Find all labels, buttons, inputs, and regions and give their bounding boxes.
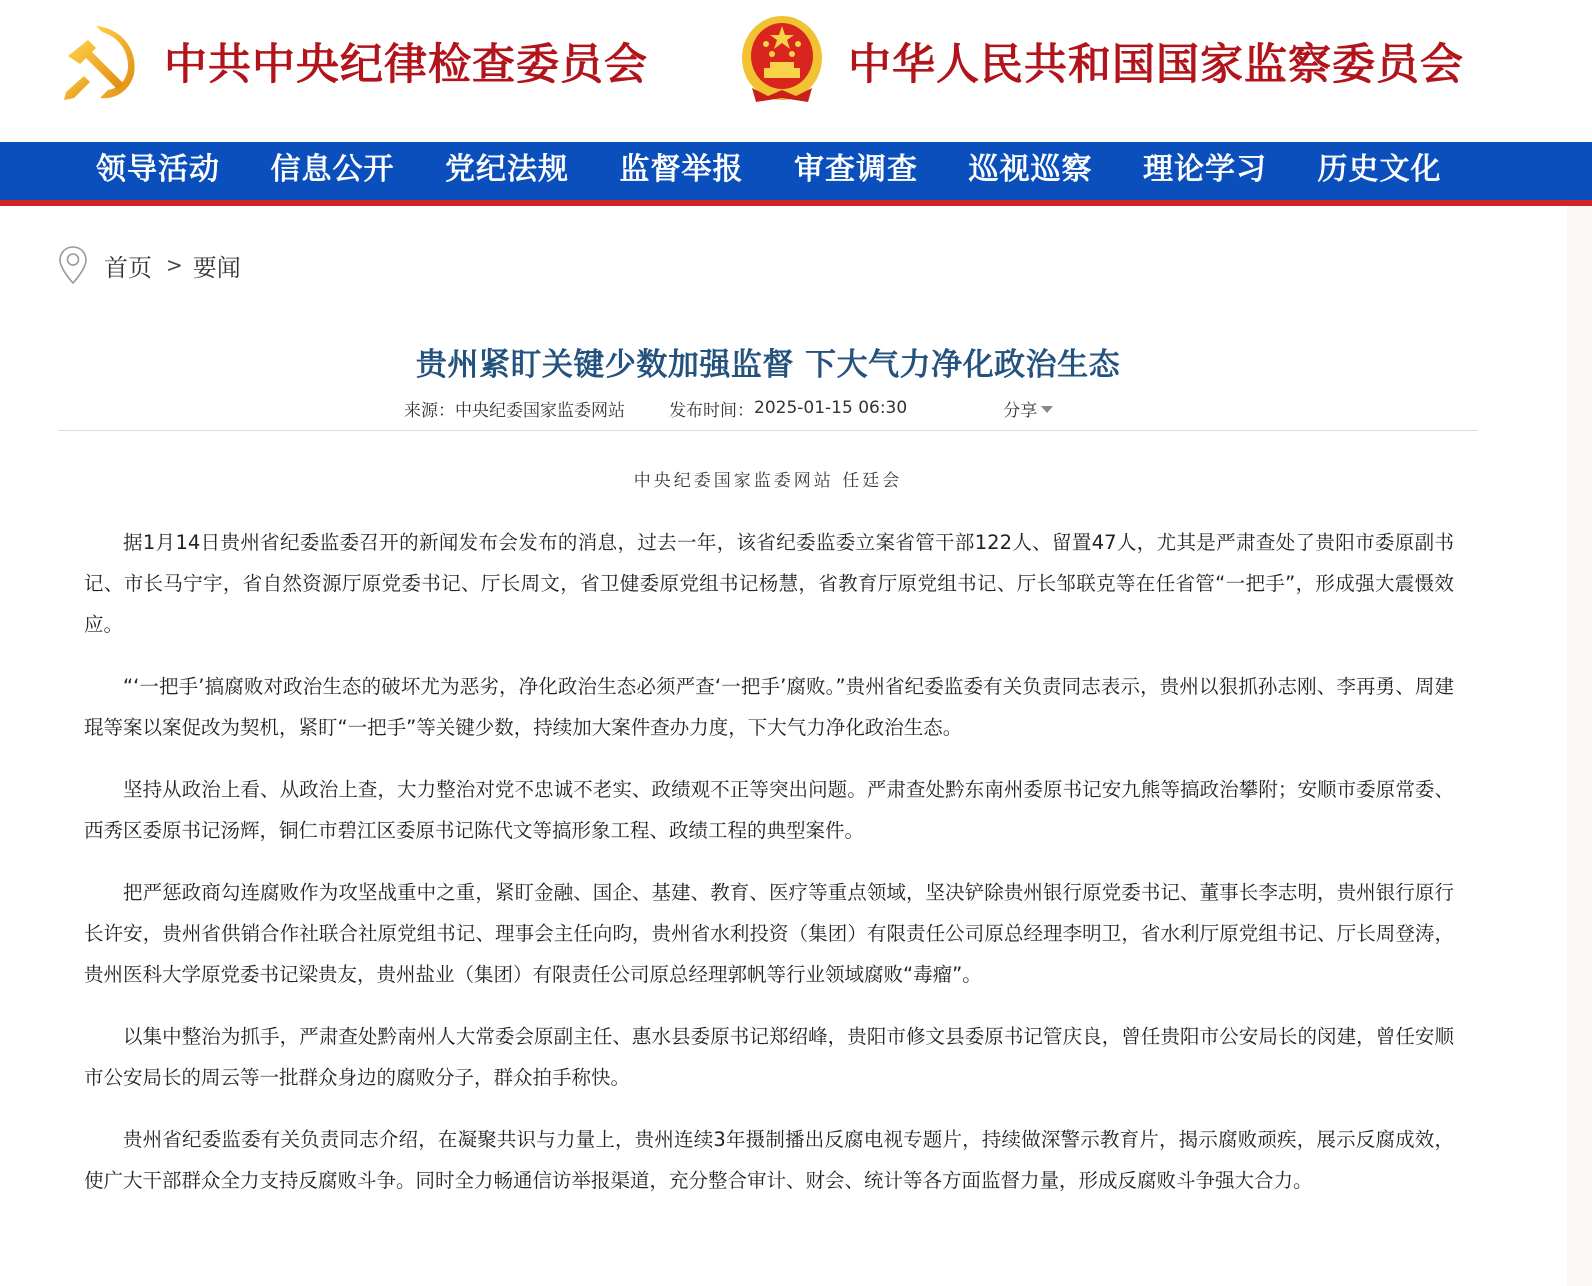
breadcrumb-news[interactable]: 要闻	[192, 253, 241, 282]
breadcrumb-separator: >	[166, 253, 183, 277]
nav-item-inspection[interactable]: 巡视巡察	[968, 152, 1093, 187]
article-paragraph: 贵州省纪委监委有关负责同志介绍，在凝聚共识与力量上，贵州连续3年摄制播出反腐电视专题片，持续做深警示教育片，揭示腐败顽疾，展示反腐成效，使广大干部群众全力支持反腐败斗争。同时全力畅通信访举报渠道，充分整合审计、财会、统计等各方面监督力量，形成反腐败斗争强大合力。	[84, 1128, 1454, 1192]
location-pin-icon	[58, 245, 88, 285]
nav-item-theory[interactable]: 理论学习	[1143, 152, 1267, 187]
ccdi-logo[interactable]	[58, 14, 648, 108]
source-label: 来源：	[404, 400, 455, 421]
caret-down-icon	[1041, 406, 1053, 413]
share-label: 分享	[1003, 400, 1038, 421]
nav-item-history[interactable]: 历史文化	[1317, 152, 1442, 187]
article-paragraph: 据1月14日贵州省纪委监委召开的新闻发布会发布的消息，过去一年，该省纪委监委立案省管干部122人、留置47人，尤其是严肃查处了贵阳市委原副书记、市长马宁宇，省自然资源厅原党委书记、厅长周文，省卫健委原党组书记杨慧，省教育厅原党组书记、厅长邹联克等在任省管“一把手”，形成强大震慑效应。	[84, 531, 1454, 636]
ccdi-title: 中共中央纪律检查委员会	[164, 39, 648, 90]
article-body	[84, 522, 1454, 1222]
article-title: 贵州紧盯关键少数加强监督 下大气力净化政治生态	[415, 346, 1121, 383]
hammer-sickle-emblem-icon	[58, 18, 144, 104]
publish-time-value: 2025-01-15 06:30	[754, 398, 908, 418]
article-paragraph: 把严惩政商勾连腐败作为攻坚战重中之重，紧盯金融、国企、基建、教育、医疗等重点领域，坚决铲除贵州银行原党委书记、董事长李志明，贵州银行原行长许安，贵州省供销合作社联合社原党组书记、理事会主任向昀，贵州省水利投资（集团）有限责任公司原总经理李明卫，省水利厅原党组书记、厅长周登涛，贵州医科大学原党委书记梁贵友，贵州盐业（集团）有限责任公司原总经理郭帆等行业领域腐败“毒瘤”。	[84, 881, 1454, 986]
article-paragraph: 坚持从政治上看、从政治上查，大力整治对党不忠诚不老实、政绩观不正等突出问题。严肃查处黔东南州委原书记安九熊等搞政治攀附；安顺市委原常委、西秀区委原书记汤辉，铜仁市碧江区委原书记陈代文等搞形象工程、政绩工程的典型案件。	[84, 778, 1454, 842]
nsc-logo[interactable]	[738, 14, 1464, 108]
nsc-title: 中华人民共和国国家监察委员会	[848, 39, 1464, 90]
national-emblem-icon	[738, 14, 826, 108]
article-paragraph: 以集中整治为抓手，严肃查处黔南州人大常委会原副主任、惠水县委原书记郑绍峰，贵阳市修文县委原书记管庆良，曾任贵阳市公安局长的闵建，曾任安顺市公安局长的周云等一批群众身边的腐败分子，群众拍手称快。	[84, 1025, 1454, 1089]
nav-item-investigation[interactable]: 审查调查	[794, 152, 918, 187]
share-dropdown[interactable]	[1003, 396, 1053, 421]
nav-item-regulations[interactable]: 党纪法规	[445, 152, 569, 187]
publish-time-label: 发布时间：	[669, 400, 754, 421]
nav-item-info-disclosure[interactable]: 信息公开	[270, 152, 395, 187]
article-meta	[404, 394, 1053, 422]
meta-divider	[58, 430, 1478, 431]
breadcrumb-home[interactable]: 首页	[104, 253, 152, 282]
nav-item-leadership[interactable]: 领导活动	[96, 152, 220, 187]
nav-item-report[interactable]: 监督举报	[619, 152, 744, 187]
main-nav	[0, 142, 1592, 206]
source-value: 中央纪委国家监委网站	[455, 400, 625, 421]
article-paragraph: “‘一把手’搞腐败对政治生态的破坏尤为恶劣，净化政治生态必须严查‘一把手’腐败。”贵州省纪委监委有关负责同志表示，贵州以狠抓孙志刚、李再勇、周建琨等案以案促改为契机，紧盯“一把手”等关键少数，持续加大案件查办力度，下大气力净化政治生态。	[84, 675, 1454, 739]
breadcrumb	[58, 244, 241, 286]
article-byline: 中央纪委国家监委网站 任廷会	[633, 471, 903, 491]
page-side-gutter	[1567, 206, 1592, 1286]
site-header	[0, 0, 1592, 142]
